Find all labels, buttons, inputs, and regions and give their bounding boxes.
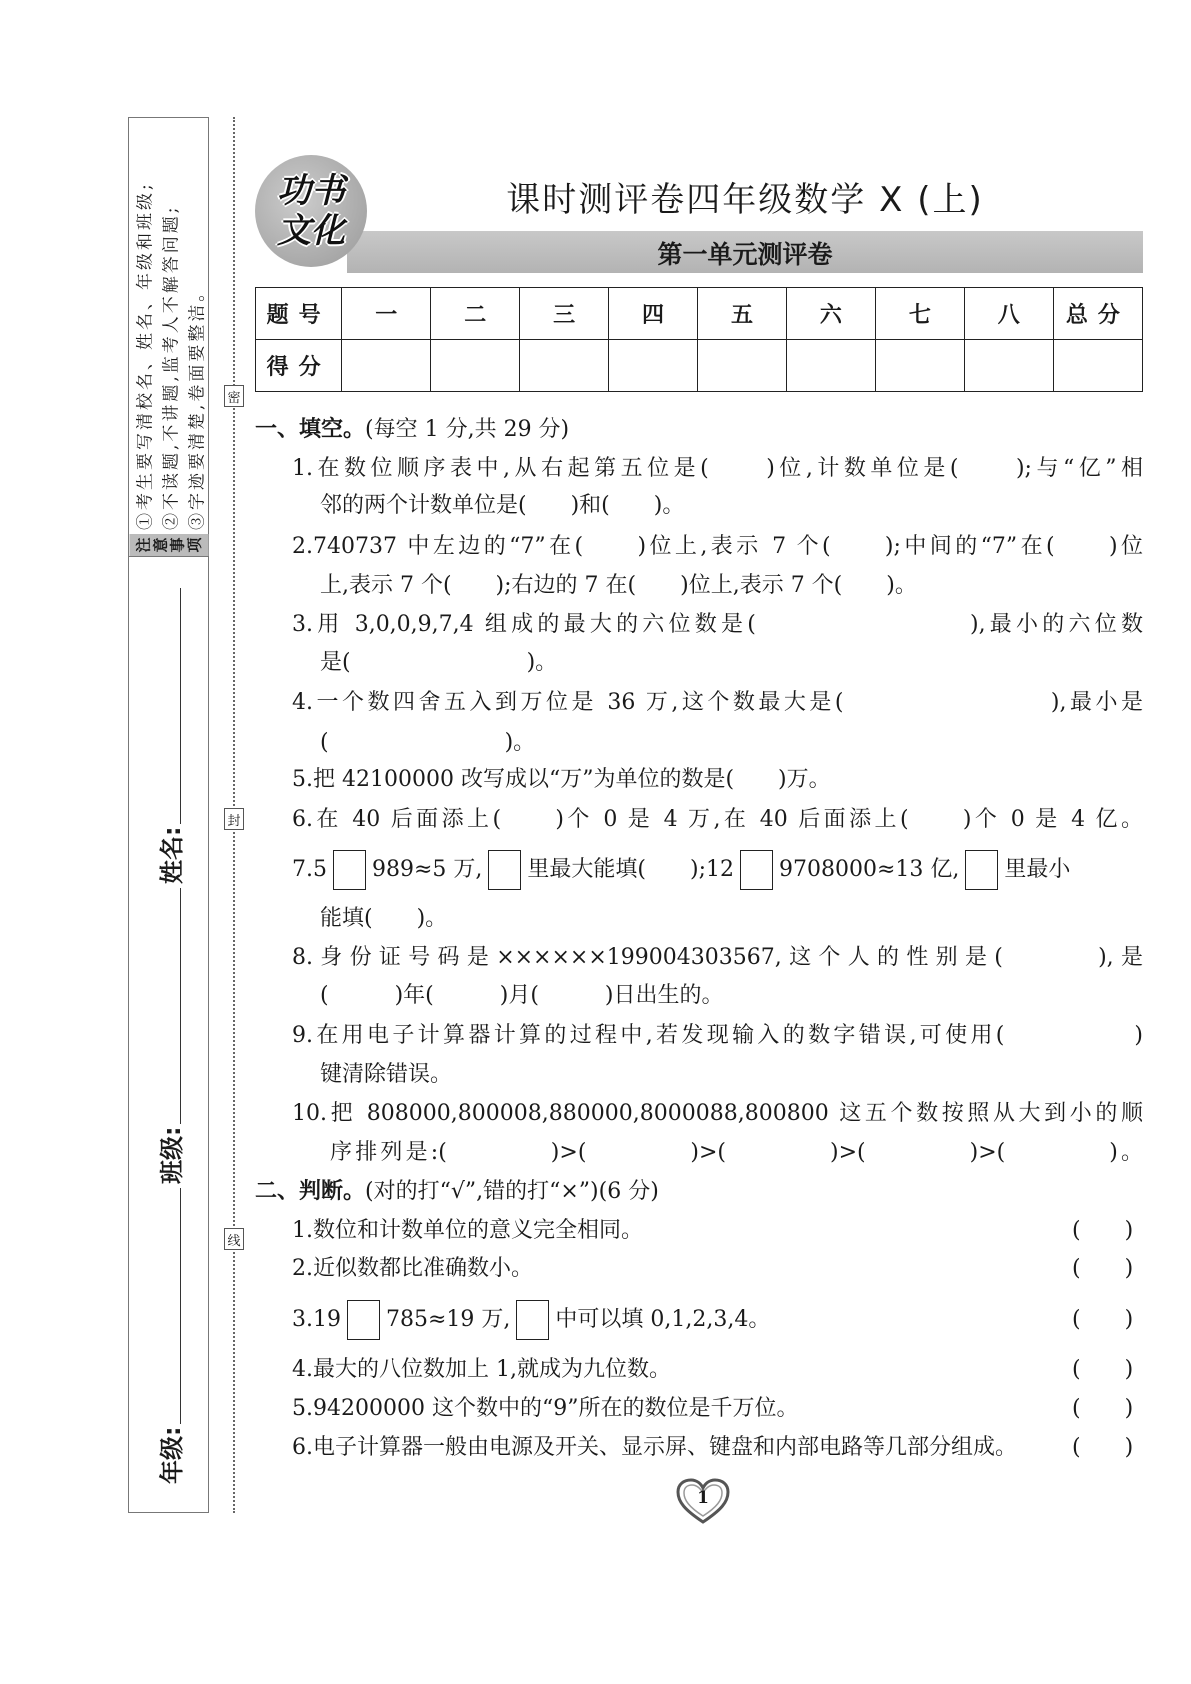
q7-text: 里最大能填( );12 [527,857,734,882]
header-cell: 二 [431,288,520,340]
publisher-logo [255,155,367,267]
section2-title: 二、判断。 [255,1179,366,1204]
header-cell: 总分 [1053,288,1142,340]
judge-2: 2.近似数都比准确数小。 [292,1256,533,1281]
section2-note: (对的打“√”,错的打“×”)(6 分) [365,1179,659,1204]
header-cell: 四 [609,288,698,340]
grade-field[interactable] [157,1188,180,1424]
grade-label: 年级: [157,1426,185,1484]
answer-box[interactable] [740,850,773,890]
score-row-label: 得分 [256,340,342,392]
j3-text: 785≈19 万, [385,1307,511,1332]
judge-6: 6.电子计算器一般由电源及开关、显示屏、键盘和内部电路等几部分组成。 [292,1435,1017,1460]
judge-5: 5.94200000 这个数中的“9”所在的数位是千万位。 [292,1396,799,1421]
binding-sidebar [128,117,209,1513]
page-title: 课时测评卷四年级数学 X (上) [506,180,984,220]
score-header-row [256,288,1143,340]
page-number-heart-icon [675,1478,731,1526]
question-4-line2: ( )。 [320,730,536,755]
header-cell: 题号 [256,288,342,340]
class-label: 班级: [157,1126,185,1184]
header-cell: 三 [520,288,609,340]
question-2-line1: 2.740737 中左边的“7”在( )位上,表示 7 个( );中间的“7”在( )位 [292,534,1143,559]
judge-4-answer[interactable]: ( ) [1072,1357,1134,1382]
class-field[interactable] [157,888,180,1124]
answer-box[interactable] [333,850,366,890]
answer-box-ref [347,1300,380,1340]
q7-text: 7.5 [292,857,327,882]
notes-label-char: 事 [167,537,186,553]
q7-text: 989≈5 万, [372,857,483,882]
seal-xian: 线 [224,1228,244,1250]
score-cell[interactable] [964,340,1053,392]
question-3-line2: 是( )。 [320,650,558,675]
logo-line: 功书 [277,171,345,211]
question-10-line1: 10.把 808000,800008,880000,8000088,800800 这五个数按照从大到小的顺 [292,1101,1143,1126]
note-1: ①考生要写清校名、姓名、年级和班级; [134,181,155,530]
notes-label [129,534,208,556]
q7-text: 9708000≈13 亿, [779,857,960,882]
judge-3-answer[interactable]: ( ) [1072,1307,1134,1332]
score-cell[interactable] [1053,340,1142,392]
note-3: ③字迹要清楚,卷面要整洁。 [187,281,208,530]
answer-box-ref [965,850,998,890]
notes-label-char: 意 [150,537,169,553]
score-row [256,340,1143,392]
question-9-line1: 9.在用电子计算器计算的过程中,若发现输入的数字错误,可使用( ) [292,1023,1143,1048]
question-3-line1: 3.用 3,0,0,9,7,4 组成的最大的六位数是( ),最小的六位数 [292,612,1143,637]
question-10-line2: 序排列是:( )>( )>( )>( )>( )。 [330,1140,1143,1165]
note-2: ②不读题,不讲题,监考人不解答问题; [160,204,181,530]
score-cell[interactable] [609,340,698,392]
answer-box-ref [488,850,521,890]
notes-label-char: 注 [133,537,152,553]
question-8-line1: 8.身份证号码是××××××199004303567,这个人的性别是( ),是 [292,945,1143,970]
header-cell: 七 [875,288,964,340]
question-8-line2: ( )年( )月( )日出生的。 [320,983,724,1008]
judge-5-answer[interactable]: ( ) [1072,1396,1134,1421]
score-table [255,287,1143,392]
judge-3 [292,1298,770,1342]
header-cell: 八 [964,288,1053,340]
score-cell[interactable] [698,340,787,392]
judge-6-answer[interactable]: ( ) [1072,1435,1134,1460]
judge-4: 4.最大的八位数加上 1,就成为九位数。 [292,1357,671,1382]
header-cell: 六 [786,288,875,340]
name-field[interactable] [157,588,180,824]
notes-section [129,118,208,557]
page-subtitle: 第一单元测评卷 [657,240,833,269]
question-7-line1 [292,848,1143,892]
student-info-section [129,556,208,1512]
judge-1: 1.数位和计数单位的意义完全相同。 [292,1218,643,1243]
question-7-line2: 能填( )。 [320,906,448,931]
question-4-line1: 4.一个数四舍五入到万位是 36 万,这个数最大是( ),最小是 [292,690,1143,715]
question-2-line2: 上,表示 7 个( );右边的 7 在( )位上,表示 7 个( )。 [320,573,917,598]
q7-text: 里最小 [1004,857,1071,882]
section1-title: 一、填空。 [255,417,366,442]
judge-2-answer[interactable]: ( ) [1072,1256,1134,1281]
score-cell[interactable] [431,340,520,392]
score-cell[interactable] [520,340,609,392]
notes-label-char: 项 [184,537,203,553]
answer-box-ref [516,1300,549,1340]
page-number: 1 [697,1488,709,1508]
question-9-line2: 键清除错误。 [320,1062,453,1087]
question-1-line2: 邻的两个计数单位是( )和( )。 [320,493,685,518]
seal-mi: 密 [224,385,244,407]
question-1-line1: 1.在数位顺序表中,从右起第五位是( )位,计数单位是( );与“亿”相 [292,456,1143,481]
score-cell[interactable] [342,340,431,392]
score-cell[interactable] [786,340,875,392]
score-cell[interactable] [875,340,964,392]
section1-note: (每空 1 分,共 29 分) [365,417,570,442]
logo-line: 文化 [277,211,345,251]
section2-heading [255,1177,659,1207]
j3-text: 中可以填 0,1,2,3,4。 [555,1307,771,1332]
question-5: 5.把 42100000 改写成以“万”为单位的数是( )万。 [292,767,831,792]
header-cell: 一 [342,288,431,340]
name-label: 姓名: [157,826,185,884]
seal-feng: 封 [224,808,244,830]
header-cell: 五 [698,288,787,340]
question-6: 6.在 40 后面添上( )个 0 是 4 万,在 40 后面添上( )个 0 是 4 亿。 [292,807,1143,832]
section1-heading [255,415,569,445]
judge-1-answer[interactable]: ( ) [1072,1218,1134,1243]
j3-text: 3.19 [292,1307,341,1332]
